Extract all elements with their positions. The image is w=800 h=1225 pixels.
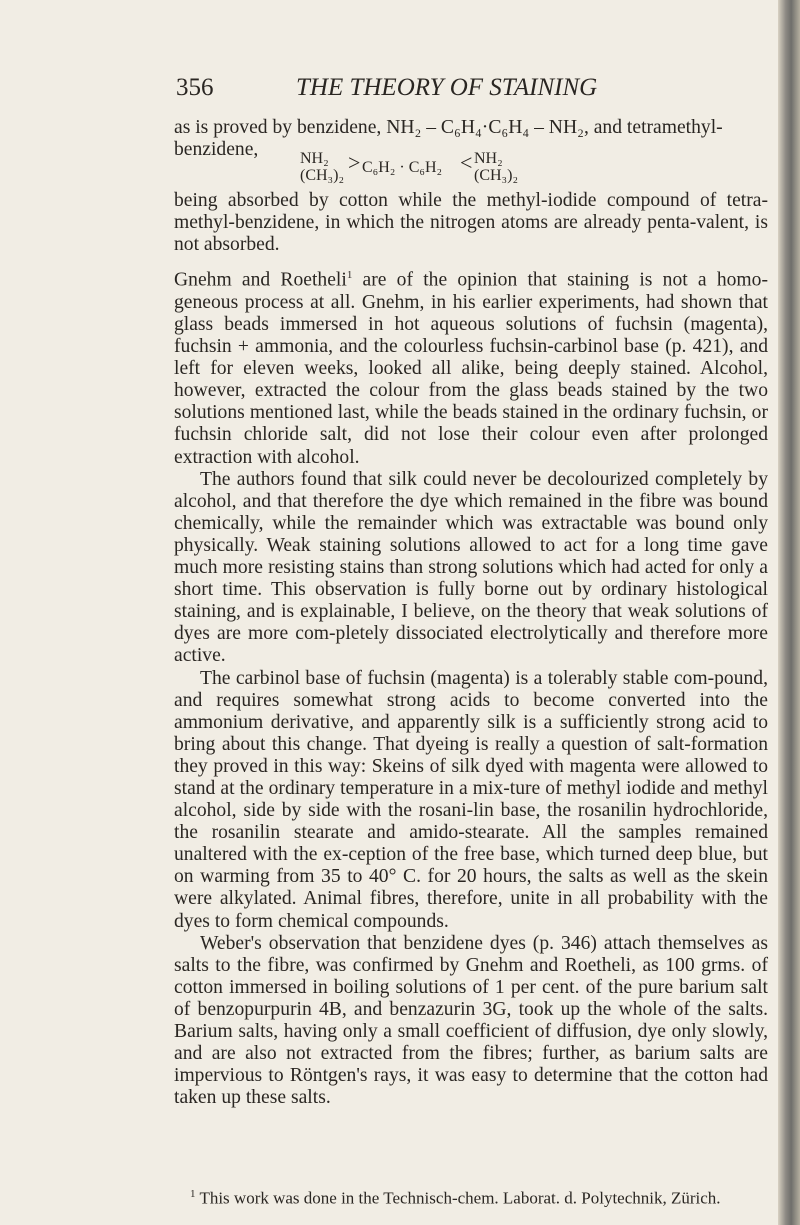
formula-bracket-left: > — [348, 150, 361, 175]
intro-line-2: benzidene, — [174, 139, 259, 161]
running-title: THE THEORY OF STAINING — [296, 74, 598, 101]
paragraph-4: The carbinol base of fuchsin (magenta) is a tolerably stable com-pound, and requires somewhat strong acids to become converted into the ammonium derivative, and apparently silk is a sufficiently strong acid to bring about this change. That dyeing is really a question of salt-formation they proved in this way: Skeins of silk dyed with magenta were allowed to stand at the ordinary temperature in a mix-ture of methyl iodide and methyl alcohol, side by side with the rosani-lin base, the rosanilin hydrochloride, the rosanilin stearate and amido-stearate. All the samples remained unaltered with the ex-ception of the free base, which turned deep blue, but on warming from 35 to 40° C. for 20 hours, the salts as well as the skein were alkylated. Animal fibres, therefore, unite in all probability with the dyes to form chemical compounds. — [174, 667, 768, 932]
paragraph-2-text: are of the opinion that staining is not a homo-geneous process at all. Gnehm, in his earlier experiments, had shown that glass beads immersed in hot aqueous solutions of fuchsin (magenta), fuchsin + ammonia, and the colourless fuchsin-carbinol base (p. 421), and left for eleven weeks, looked all alike, being deeply stained. Alcohol, however, extracted the colour from the glass beads stained by the two solutions mentioned last, while the beads stained in the ordinary fuchsin, or fuchsin chloride salt, did not lose their colour even after prolonged extraction with alcohol. — [174, 269, 768, 468]
formula-bottom-left: (CH₃)₂ — [300, 167, 345, 184]
footnote-mark: 1 — [190, 1188, 196, 1200]
body-text — [174, 190, 768, 1109]
book-spine-edge — [778, 0, 800, 1225]
paragraph-1: being absorbed by cotton while the methyl-iodide compound of tetra-methyl-benzidene, in which the nitrogen atoms are already penta-valent, is not absorbed. — [174, 190, 768, 256]
formula-top-left: NH₂ — [300, 150, 329, 167]
formula-bracket-right: < — [460, 150, 473, 175]
intro-line-1: as is proved by benzidene, NH₂ – C₆H₄·C₆H₄ – NH₂, and tetramethyl- — [174, 117, 723, 138]
footnote — [190, 1188, 721, 1209]
footnote-text: This work was done in the Technisch-chem. Laborat. d. Polytechnik, Zürich. — [195, 1188, 721, 1208]
formula-middle: C₆H₂ · C₆H₂ — [362, 159, 443, 176]
page-number: 356 — [176, 74, 214, 101]
paragraph-2 — [174, 264, 768, 468]
formula-bottom-right: (CH₃)₂ — [474, 167, 519, 184]
footnote-ref: 1 — [346, 269, 353, 282]
paragraph-5: Weber's observation that benzidene dyes (p. 346) attach themselves as salts to the fibre, was confirmed by Gnehm and Roetheli, as 100 grms. of cotton immersed in boiling solutions of 1 per cent. of the pure barium salt of benzopurpurin 4B, and benzazurin 3G, took up the whole of the salts. Barium salts, having only a small coefficient of diffusion, dye only slowly, and are also not extracted from the fibres; further, as barium salts are impervious to Röntgen's rays, it was easy to determine that the cotton had taken up these salts. — [174, 932, 768, 1109]
paragraph-3: The authors found that silk could never be decolourized completely by alcohol, and that therefore the dye which remained in the fibre was bound chemically, while the remainder which was extractable was bound only physically. Weak staining solutions allowed to act for a long time gave much more resisting stains than strong solutions which had acted for only a short time. This observation is fully borne out by ordinary histological staining, and is explainable, I believe, on the theory that weak solutions of dyes are more com-pletely dissociated electrolytically and therefore more active. — [174, 468, 768, 667]
authors-names: Gnehm and Roetheli — [174, 269, 347, 291]
formula-top-right: NH₂ — [474, 150, 503, 167]
